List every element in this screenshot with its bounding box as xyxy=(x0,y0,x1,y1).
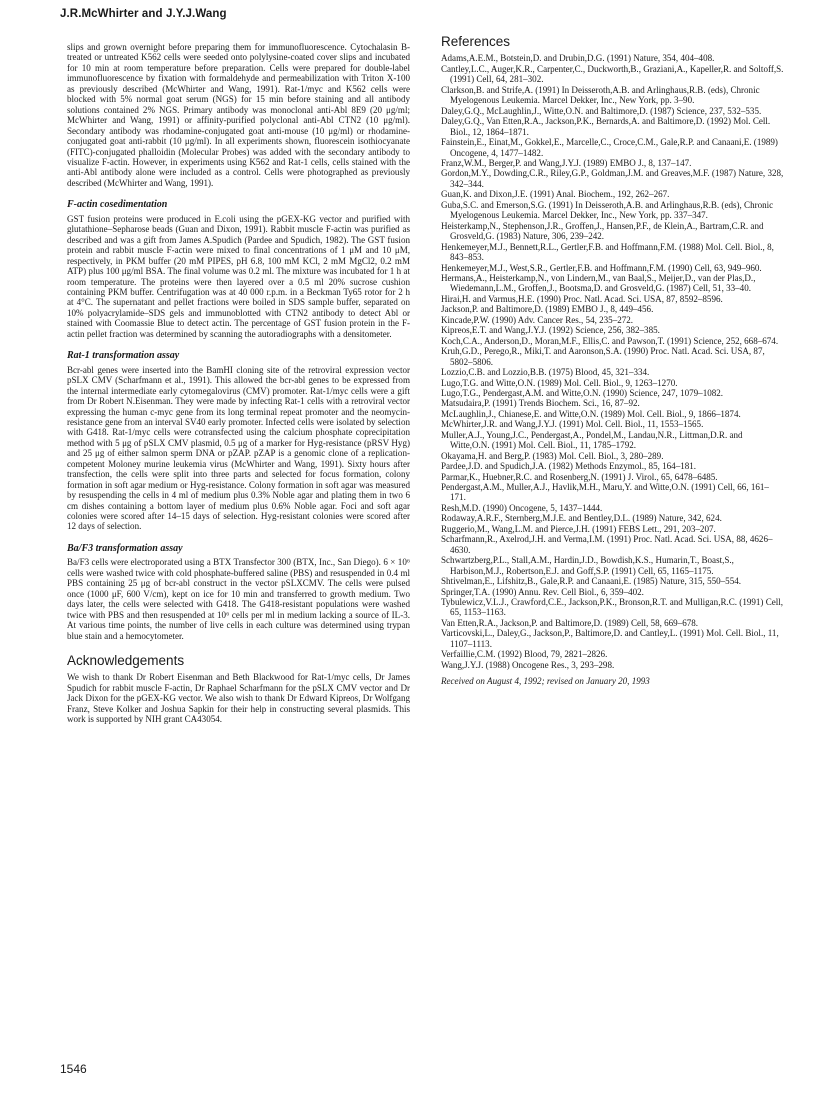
section-title-rat1-assay: Rat-1 transformation assay xyxy=(67,350,180,362)
reference-item: Lugo,T.G., Pendergast,A.M. and Witte,O.N. (1990) Science, 247, 1079–1082. xyxy=(441,387,724,398)
reference-item: Tybulewicz,V.L.J., Crawford,C.E., Jackson,P.K., Bronson,R.T. and Mulligan,R.C. (1991) Cell, 65, 1153–1163. xyxy=(441,597,784,618)
reference-item: Shtivelman,E., Lifshitz,B., Gale,R.P. and Canaani,E. (1985) Nature, 315, 550–554. xyxy=(441,576,742,587)
section-text-rat1-assay: Bcr-abl genes were inserted into the BamHI cloning site of the retroviral expression vector pSLX CMV (Scharfmann et al., 1991). This allowed the bcr-abl genes to be expressed from the internal intermediate early cytomegalovirus (CMV) promoter. Rat-1/myc cells were a gift from Dr Robert N.Eisenman. They were made by infecting Rat-1 cells with a retroviral vector expressing the human c-myc gene from its long terminal repeat promoter and the neomycin-resistance gene from an interval SV40 early promoter. Infected cells were isolated by selection with G418. Rat-1/myc cells were cotransfected using the calcium phosphate coprecipitation method with 5 μg of pSLX CMV plasmid, 0.5 μg of a marker for Hyg-resistance (pRSV Hyg) and 25 μg of either salmon sperm DNA or pZAP. pZAP is a genomic clone of a replication-competent Moloney murine leukemia virus (McWhirter and Wang, 1991). Sixty hours after transfection, the cells were split into three parts and selected for focus formation, colony formation in soft agar medium or Hyg-resistance. Colony formation in soft agar was measured by resuspending the cells in 4 ml of medium plus 0.3% Noble agar and plating them in two 6 cm dishes containing a bottom layer of medium plus 0.6% Noble agar. Foci and soft agar colonies were scored after 14–15 days of selection. Hyg-resistant colonies were scored after 12 days of selection. xyxy=(67,364,410,532)
section-text-baf3-assay: Ba/F3 cells were electroporated using a BTX Transfector 300 (BTX, Inc., San Diego). 6 × 10⁶ cells were washed twice with cold phosphate-buffered saline (PBS) and resuspended in 0.4 ml PBS containing 25 μg of bcr-abl construct in the vector pSLXCMV. The cells were pulsed once (1000 μF, 600 V/cm), kept on ice for 10 min and transferred to growth medium. Two days later, the cells were selected with G418. The G418-resistant populations were washed twice with PBS and then resuspended at 10⁶ cells per ml in medium lacking a source of IL-3. At various time points, the number of live cells in each culture was determined using trypan blue stain and a hemocytometer. xyxy=(67,557,410,641)
reference-item: Henkemeyer,M.J., West,S.R., Gertler,F.B. and Hoffmann,F.M. (1990) Cell, 63, 949–960. xyxy=(441,262,762,273)
acknowledgements-text: We wish to thank Dr Robert Eisenman and Beth Blackwood for Rat-1/myc cells, Dr James Spudich for rabbit muscle F-actin, Dr Raphael Scharfmann for the pSLX CMV vector and Dr Jack Dixon for the pGEX-KG vector. We also wish to thank Dr Edward Kipreos, Dr Wolfgang Franz, Steve Kolker and Joshua Sapkin for their help in constructing several plasmids. This work is supported by NIH grant CA43054. xyxy=(67,672,410,725)
left-column xyxy=(67,42,410,725)
reference-item: Kincade,P.W. (1990) Adv. Cancer Res., 54, 235–272. xyxy=(441,314,634,325)
references-column xyxy=(441,34,784,696)
reference-item: Hirai,H. and Varmus,H.E. (1990) Proc. Natl. Acad. Sci. USA, 87, 8592–8596. xyxy=(441,293,723,304)
section-title-factin-cosedimentation: F-actin cosedimentation xyxy=(67,199,168,211)
reference-item: Matsudaira,P. (1991) Trends Biochem. Sci., 16, 87–92. xyxy=(441,398,640,409)
reference-item: Pendergast,A.M., Muller,A.J., Havlik,M.H., Maru,Y. and Witte,O.N. (1991) Cell, 66, 161–171. xyxy=(441,482,769,503)
reference-item: Daley,G.Q., McLaughlin,J., Witte,O.N. and Baltimore,D. (1987) Science, 237, 532–535. xyxy=(441,105,762,116)
reference-item: Henkemeyer,M.J., Bennett,R.L., Gertler,F.B. and Hoffmann,F.M. (1988) Mol. Cell. Biol., 8, 843–853. xyxy=(441,241,774,263)
reference-item: Guan,K. and Dixon,J.E. (1991) Anal. Biochem., 192, 262–267. xyxy=(441,189,670,200)
acknowledgements-title: Acknowledgements xyxy=(67,653,185,669)
reference-item: Scharfmann,R., Axelrod,J.H. and Verma,I.M. (1991) Proc. Natl. Acad. Sci. USA, 88, 4626–4630. xyxy=(441,534,773,555)
reference-item: Fainstein,E., Einat,M., Gokkel,E., Marcelle,C., Croce,C.M., Gale,R.P. and Canaani,E. (1989) Oncogene, 4, 1477–1482. xyxy=(441,137,778,158)
references-title: References xyxy=(441,34,511,49)
reference-item: Verfaillie,C.M. (1992) Blood, 79, 2821–2826. xyxy=(441,649,608,660)
reference-item: Lozzio,C.B. and Lozzio,B.B. (1975) Blood, 45, 321–334. xyxy=(441,367,650,378)
reference-item: Parmar,K., Huebner,R.C. and Rosenberg,N. (1991) J. Virol., 65, 6478–6485. xyxy=(441,471,718,482)
reference-item: Adams,A.E.M., Botstein,D. and Drubin,D.G. (1991) Nature, 354, 404–408. xyxy=(441,53,715,64)
reference-item: Gordon,M.Y., Dowding,C.R., Riley,G.P., Goldman,J.M. and Greaves,M.F. (1987) Nature, 328, 342–344. xyxy=(441,168,784,189)
received-note: Received on August 4, 1992; revised on January 20, 1993 xyxy=(441,676,650,687)
reference-item: Cantley,L.C., Auger,K.R., Carpenter,C., Duckworth,B., Graziani,A., Kapeller,R. and Soltoff,S. (1991) Cell, 64, 281–302. xyxy=(441,63,784,85)
reference-item: Resh,M.D. (1990) Oncogene, 5, 1437–1444. xyxy=(441,502,603,513)
reference-item: Van Etten,R.A., Jackson,P. and Baltimore,D. (1989) Cell, 58, 669–678. xyxy=(441,617,699,628)
section-text-factin-cosedimentation: GST fusion proteins were produced in E.coli using the pGEX-KG vector and purified with glutathione–Sepharose beads (Guan and Dixon, 1991). Rabbit muscle F-actin was purified as described and was a gift from James A.Spudich (Pardee and Spudich, 1982). The GST fusion protein and rabbit muscle F-actin were mixed to final concentrations of 1 μM and 10 μM, respectively, in PKM buffer (20 mM PIPES, pH 6.8, 100 mM KCl, 2 mM MgCl2, 0.2 mM ATP) plus 100 μg/ml BSA. The final volume was 0.2 ml. The mixture was incubated for 1 h at room temperature. The proteins were then layered over a 0.5 ml 20% sucrose cushion containing PKM buffer. Centrifugation was at 40 000 r.p.m. in a Beckman Ty65 rotor for 2 h at 4°C. The supernatant and pellet fractions were boiled in SDS sample buffer, separated on 10% polyacrylamide–SDS gels and immunoblotted with CTN2 antibody to detect Abl or stained with Coomassie Blue to detect actin. The percentage of GST fusion protein in the F-actin pellet fraction was determined by scanning the autoradiographs with a densitometer. xyxy=(67,213,410,339)
reference-item: Wang,J.Y.J. (1988) Oncogene Res., 3, 293–298. xyxy=(441,659,615,670)
reference-item: McLaughlin,J., Chianese,E. and Witte,O.N. (1989) Mol. Cell. Biol., 9, 1866–1874. xyxy=(441,408,741,419)
reference-item: Springer,T.A. (1990) Annu. Rev. Cell Biol., 6, 359–402. xyxy=(441,586,644,597)
running-header: J.R.McWhirter and J.Y.J.Wang xyxy=(60,8,227,20)
reference-item: Daley,G.Q., Van Etten,R.A., Jackson,P.K., Bernards,A. and Baltimore,D. (1992) Mol. Cell. Biol., 12, 1864–1871. xyxy=(441,116,771,137)
reference-item: Ruggerio,M., Wang,L.M. and Pierce,J.H. (1991) FEBS Lett., 291, 203–207. xyxy=(441,523,716,534)
reference-item: Kruh,G.D., Perego,R., Miki,T. and Aaronson,S.A. (1990) Proc. Natl. Acad. Sci. USA, 87, 5802–5806. xyxy=(441,346,765,367)
reference-item: Lugo,T.G. and Witte,O.N. (1989) Mol. Cell. Biol., 9, 1263–1270. xyxy=(441,377,678,388)
section-title-baf3-assay: Ba/F3 transformation assay xyxy=(67,542,183,554)
reference-item: Rodaway,A.R.F., Sternberg,M.J.E. and Bentley,D.L. (1989) Nature, 342, 624. xyxy=(441,513,722,524)
reference-item: Heisterkamp,N., Stephenson,J.R., Groffen,J., Hansen,P.F., de Klein,A., Bartram,C.R. and Grosveld,G. (1983) Nature, 306, 239–242. xyxy=(441,220,764,242)
reference-item: Jackson,P. and Baltimore,D. (1989) EMBO J., 8, 449–456. xyxy=(441,304,654,315)
reference-item: Koch,C.A., Anderson,D., Moran,M.F., Ellis,C. and Pawson,T. (1991) Science, 252, 668–674. xyxy=(441,335,779,346)
reference-item: Kipreos,E.T. and Wang,J.Y.J. (1992) Science, 256, 382–385. xyxy=(441,325,660,336)
reference-item: Franz,W.M., Berger,P. and Wang,J.Y.J. (1989) EMBO J., 8, 137–147. xyxy=(441,157,692,168)
reference-item: Guba,S.C. and Emerson,S.G. (1991) In Deisseroth,A.B. and Arlinghaus,R.B. (eds), Chronic Myelogenous Leukemia. Marcel Dekker, Inc., New York, pp. 337–347. xyxy=(441,199,774,221)
methods-intro-paragraph: slips and grown overnight before preparing them for immunofluorescence. Cytochalasin B-treated or untreated K562 cells were seeded onto polylysine-coated cover slips and incubated for 10 min at room temperature before preparation. Cells were prepared for double-label immunofluorescence by fixation with formaldehyde and permeabilization with Triton X-100 as previously described (McWhirter and Wang, 1991). Rat-1/myc and K562 cells were blocked with 5% normal goat serum (NGS) for 15 min before staining and all antibody solutions contained 2% NGS. Primary antibody was monoclonal anti-Abl 8E9 (20 μg/ml; McWhirter and Wang, 1991) or affinity-purified polyclonal anti-Abl CTN2 (10 μg/ml). Secondary antibody was rhodamine-conjugated goat anti-mouse (10 μg/ml) or rhodamine-conjugated goat anti-rabbit (10 μg/ml). In all experiments shown, fluorescein isothiocyanate (FITC)-conjugated phalloidin (Molecular Probes) was added with the secondary antibody to visualize F-actin. However, in experiments using K562 and Rat-1 cells, cells stained with the anti-Abl antibody alone were included as a control. Cells were photographed as previously described (McWhirter and Wang, 1991). xyxy=(67,42,410,188)
reference-item: Clarkson,B. and Strife,A. (1991) In Deisseroth,A.B. and Arlinghaus,R.B. (eds), Chronic Myelogenous Leukemia. Marcel Dekker, Inc., New York, pp. 3–90. xyxy=(441,84,760,106)
reference-item: Okayama,H. and Berg,P. (1983) Mol. Cell. Biol., 3, 280–289. xyxy=(441,450,664,461)
reference-item: McWhirter,J.R. and Wang,J.Y.J. (1991) Mol. Cell. Biol., 11, 1553–1565. xyxy=(441,419,704,430)
page-number: 1546 xyxy=(60,1062,87,1076)
reference-item: Muller,A.J., Young,J.C., Pendergast,A., Pondel,M., Landau,N.R., Littman,D.R. and Witte,O.N. (1991) Mol. Cell. Biol., 11, 1785–1792. xyxy=(441,429,743,451)
reference-list xyxy=(441,53,784,670)
reference-item: Pardee,J.D. and Spudich,J.A. (1982) Methods Enzymol., 85, 164–181. xyxy=(441,461,697,472)
reference-item: Schwartzberg,P.L., Stall,A.M., Hardin,J.D., Bowdish,K.S., Humarin,T., Boast,S., Harbison,M.J., Robertson,E.J. and Goff,S.P. (1991) Cell, 65, 1165–1175. xyxy=(441,555,734,576)
reference-item: Hermans,A., Heisterkamp,N., von Lindern,M., van Baal,S., Meijer,D., van der Plas,D., Wiedemann,L.M., Groffen,J., Bootsma,D. and Grosveld,G. (1987) Cell, 51, 33–40. xyxy=(441,272,756,294)
reference-item: Varticovski,L., Daley,G., Jackson,P., Baltimore,D. and Cantley,L. (1991) Mol. Cell. Biol., 11, 1107–1113. xyxy=(441,628,779,649)
